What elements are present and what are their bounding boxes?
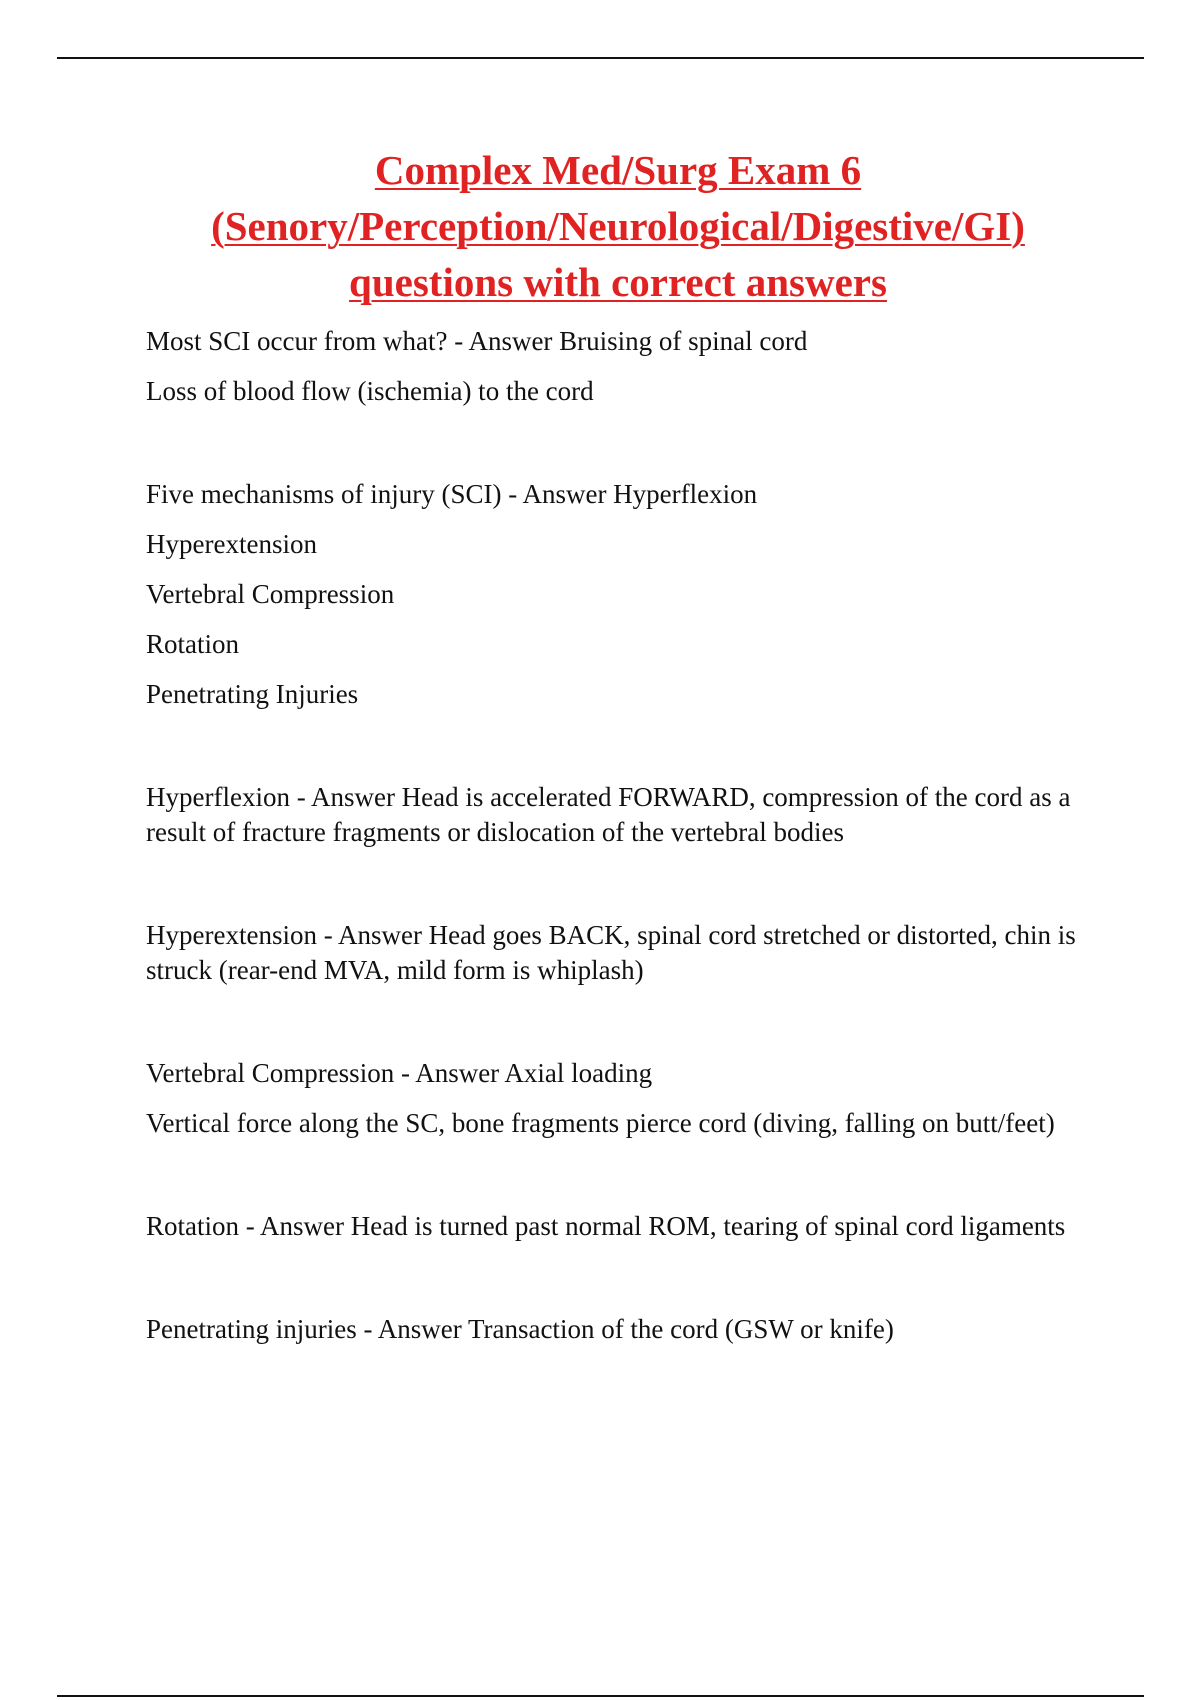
qa-text: Five mechanisms of injury (SCI) - Answer Hyperflexion [146,479,758,509]
qa-entry-rotation [146,1209,1106,1244]
qa-text: Rotation [146,629,239,659]
title-line-1: Complex Med/Surg Exam 6 [374,147,862,193]
qa-text: Vertebral Compression - Answer Axial loading [146,1058,653,1088]
qa-entry-hyperextension [146,918,1106,988]
qa-text: Hyperflexion - Answer Head is accelerated FORWARD, compression of the cord as a result of fracture fragments or dislocation of the vertebral bodies [146,782,1071,847]
qa-entry-vertebral-compression [146,1056,1106,1141]
qa-text: Penetrating Injuries [146,679,359,709]
qa-entry-hyperflexion [146,780,1106,850]
qa-text: Vertebral Compression [146,579,395,609]
title-line-2: (Senory/Perception/Neurological/Digestive/GI) [211,203,1025,249]
qa-text: Loss of blood flow (ischemia) to the cord [146,376,594,406]
qa-text: Penetrating injuries - Answer Transaction of the cord (GSW or knife) [146,1314,894,1344]
qa-entry-sci-cause [146,324,1106,409]
qa-text: Hyperextension - Answer Head goes BACK, spinal cord stretched or distorted, chin is struck (rear-end MVA, mild form is whiplash) [146,920,1076,985]
qa-entry-mechanisms [146,477,1106,712]
header-rule [57,57,1144,59]
title-line-3: questions with correct answers [349,259,887,305]
qa-text: Vertical force along the SC, bone fragments pierce cord (diving, falling on butt/feet) [146,1108,1055,1138]
qa-text: Hyperextension [146,529,317,559]
document-title [120,142,1116,310]
qa-text: Most SCI occur from what? - Answer Bruising of spinal cord [146,326,808,356]
qa-list [146,324,1106,1347]
qa-text: Rotation - Answer Head is turned past normal ROM, tearing of spinal cord ligaments [146,1211,1066,1241]
footer-rule [57,1695,1144,1697]
qa-entry-penetrating [146,1312,1106,1347]
